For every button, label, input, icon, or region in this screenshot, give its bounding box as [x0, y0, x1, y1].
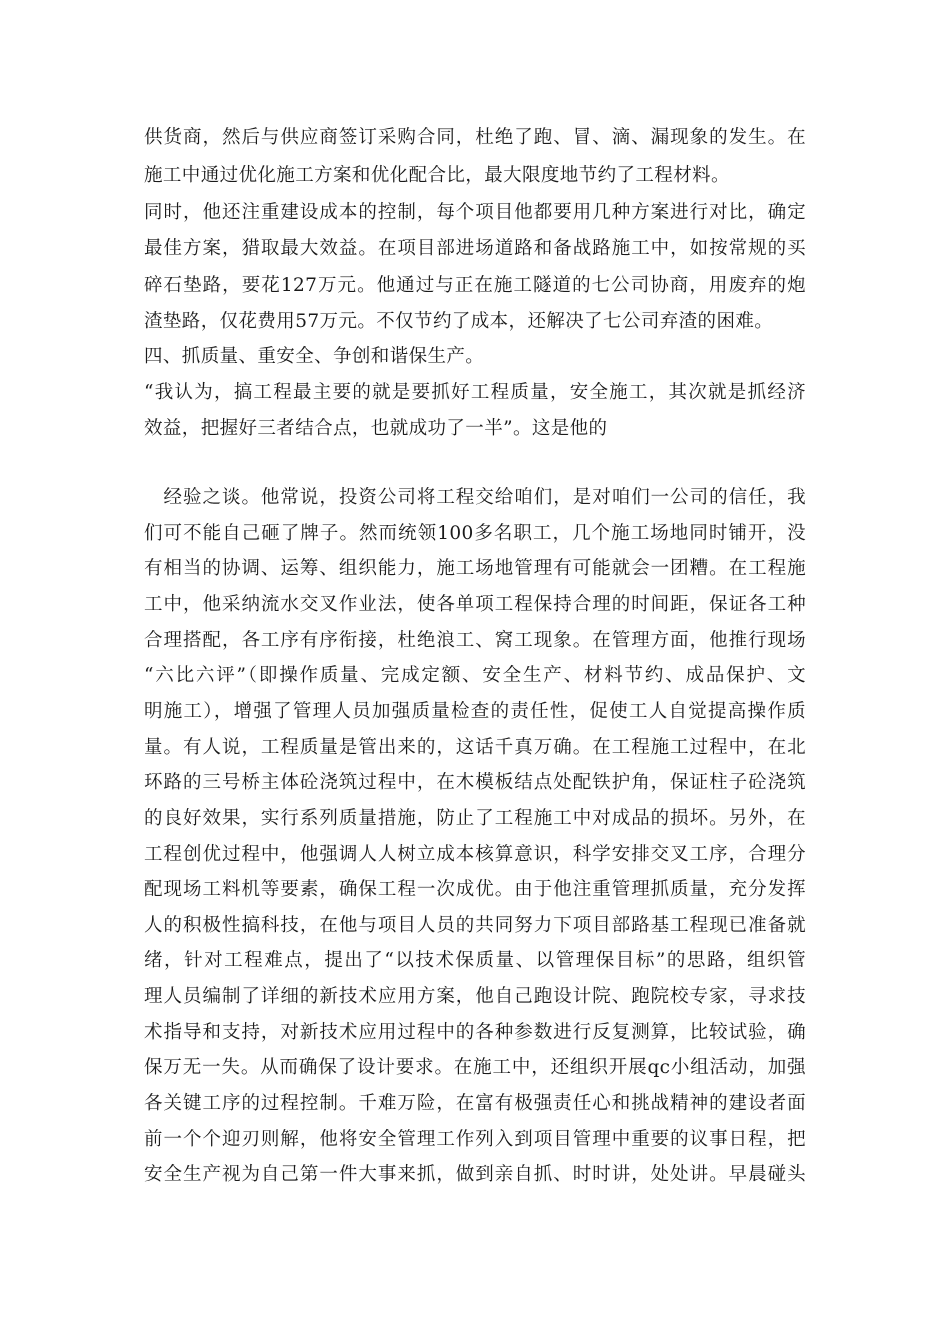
text-line: 量。有人说，工程质量是管出来的，这话千真万确。在工程施工过程中，在北 [144, 737, 806, 758]
text-line: 同时，他还注重建设成本的控制，每个项目他都要用几种方案进行对比，确定 [144, 202, 806, 223]
text-line: 术指导和支持，对新技术应用过程中的各种参数进行反复测算，比较试验，确 [144, 1022, 806, 1043]
text-line: 保万无一失。从而确保了设计要求。在施工中，还组织开展qc小组活动，加强 [144, 1057, 806, 1078]
text-line: 的良好效果，实行系列质量措施，防止了工程施工中对成品的损坏。另外，在 [144, 808, 806, 829]
text-line: 经验之谈。他常说，投资公司将工程交给咱们，是对咱们一公司的信任，我 [144, 487, 806, 508]
text-line: “我认为，搞工程最主要的就是要抓好工程质量，安全施工，其次就是抓经济 [144, 382, 806, 403]
text-line: 供货商，然后与供应商签订采购合同，杜绝了跑、冒、滴、漏现象的发生。在 [144, 127, 806, 148]
text-line: 们可不能自己砸了牌子。然而统领100多名职工，几个施工场地同时铺开，没 [144, 523, 806, 544]
text-line: 四、抓质量、重安全、争创和谐保生产。 [144, 346, 485, 367]
text-line: 合理搭配，各工序有序衔接，杜绝浪工、窝工现象。在管理方面，他推行现场 [144, 630, 806, 651]
text-line: 渣垫路，仅花费用57万元。不仅节约了成本，还解决了七公司弃渣的困难。 [144, 311, 774, 332]
text-line: 施工中通过优化施工方案和优化配合比，最大限度地节约了工程材料。 [144, 165, 730, 186]
text-line: 环路的三号桥主体砼浇筑过程中，在木模板结点处配铁护角，保证柱子砼浇筑 [144, 772, 806, 793]
text-line: “六比六评”（即操作质量、完成定额、安全生产、材料节约、成品保护、文 [144, 665, 806, 686]
text-line: 工程创优过程中，他强调人人树立成本核算意识，科学安排交叉工序，合理分 [144, 844, 806, 865]
text-line: 有相当的协调、运筹、组织能力，施工场地管理有可能就会一团糟。在工程施 [144, 558, 806, 579]
text-line: 人的积极性搞科技，在他与项目人员的共同努力下项目部路基工程现已准备就 [144, 915, 806, 936]
text-line: 效益，把握好三者结合点，也就成功了一半”。这是他的 [144, 418, 608, 439]
text-line: 前一个个迎刃则解，他将安全管理工作列入到项目管理中重要的议事日程，把 [144, 1129, 806, 1150]
text-line: 配现场工料机等要素，确保工程一次成优。由于他注重管理抓质量，充分发挥 [144, 879, 806, 900]
text-line: 绪，针对工程难点，提出了“以技术保质量、以管理保目标”的思路，组织管 [144, 950, 806, 971]
text-line: 碎石垫路，要花127万元。他通过与正在施工隧道的七公司协商，用废弃的炮 [144, 275, 806, 296]
text-line: 安全生产视为自己第一件大事来抓，做到亲自抓、时时讲，处处讲。早晨碰头 [144, 1164, 806, 1185]
text-line: 理人员编制了详细的新技术应用方案，他自己跑设计院、跑院校专家，寻求技 [144, 986, 806, 1007]
text-line: 最佳方案，猎取最大效益。在项目部进场道路和备战路施工中，如按常规的买 [144, 238, 806, 259]
text-line: 各关键工序的过程控制。千难万险，在富有极强责任心和挑战精神的建设者面 [144, 1093, 806, 1114]
text-line: 工中，他采纳流水交叉作业法，使各单项工程保持合理的时间距，保证各工种 [144, 594, 806, 615]
text-line: 明施工），增强了管理人员加强质量检查的责任性，促使工人自觉提高操作质 [144, 701, 806, 722]
